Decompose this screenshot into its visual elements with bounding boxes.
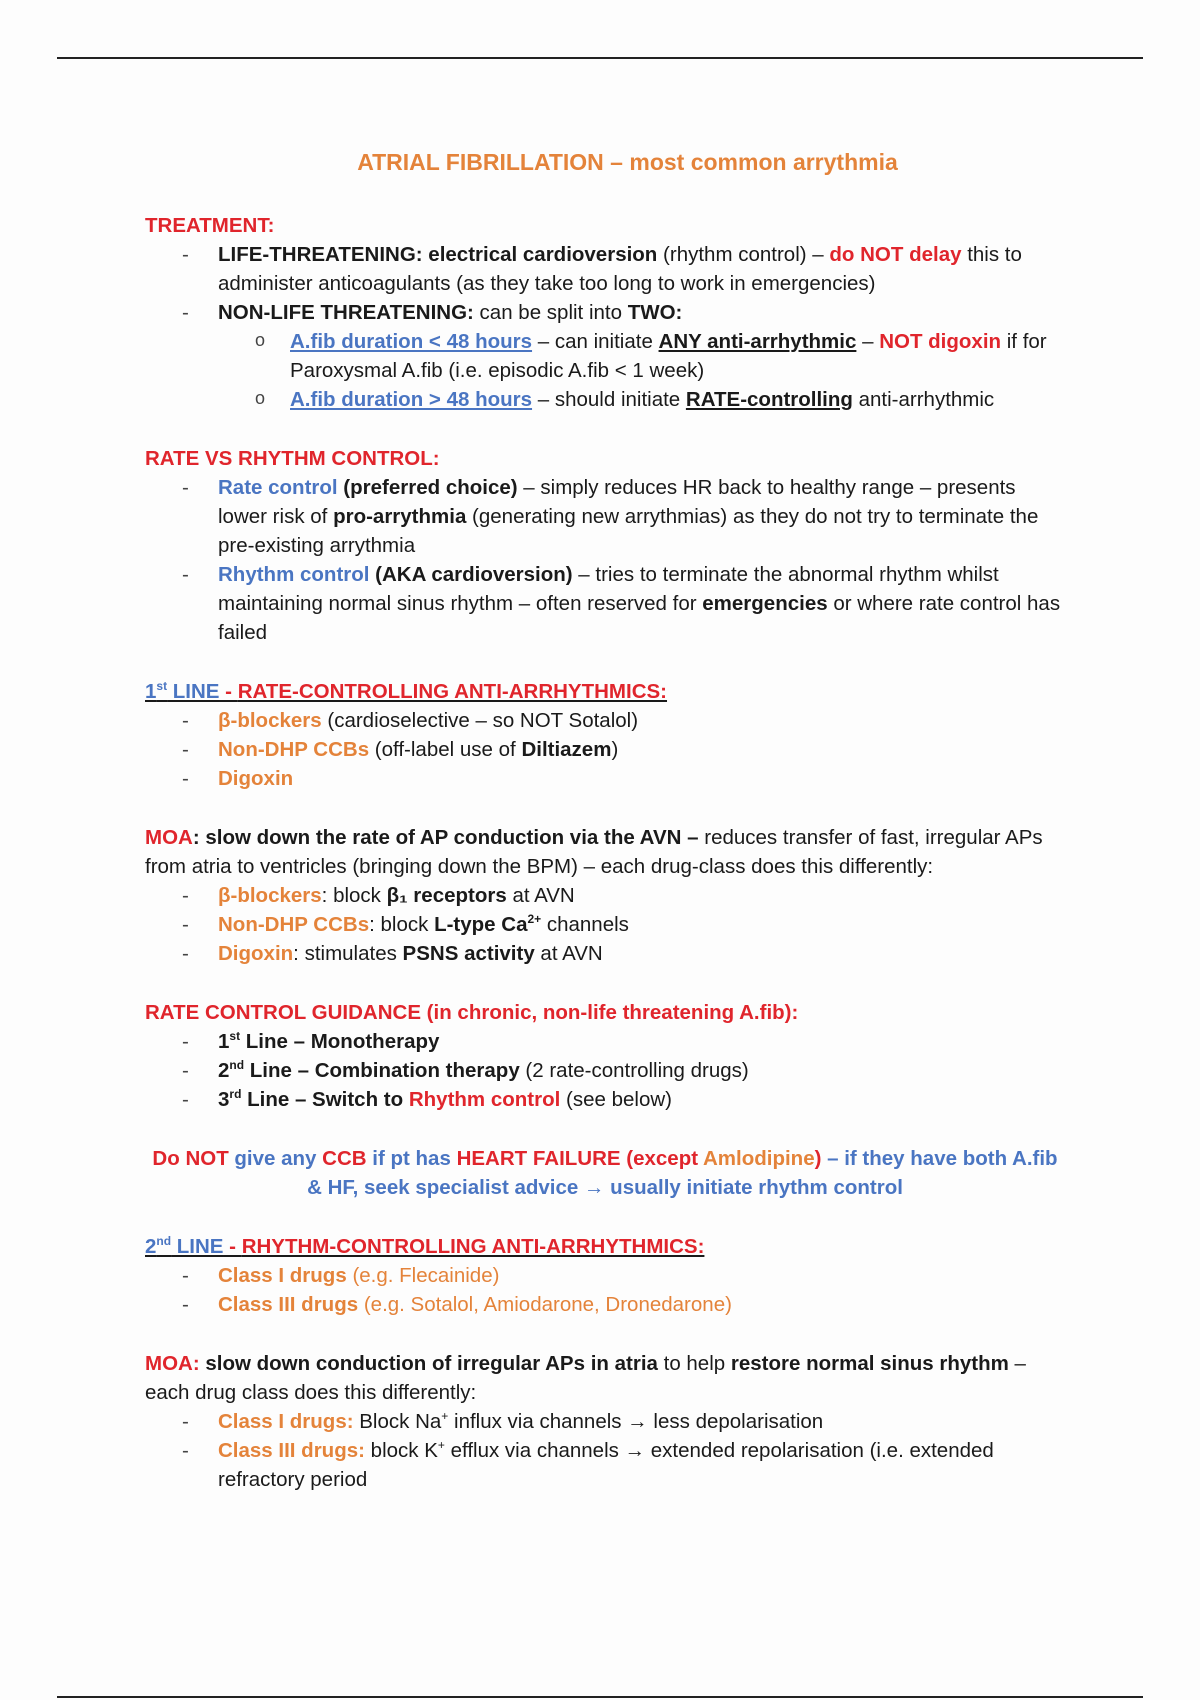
list-item: - NON-LIFE THREATENING: can be split into TWO: bbox=[145, 298, 1065, 327]
list-item: - β-blockers: block β₁ receptors at AVN bbox=[145, 881, 1065, 910]
list-item: - Non-DHP CCBs (off-label use of Diltiazem) bbox=[145, 735, 1065, 764]
list-item: - Digoxin: stimulates PSNS activity at AVN bbox=[145, 939, 1065, 968]
list-item: - Non-DHP CCBs: block L-type $Ca^{2+}$ channels bbox=[145, 910, 1065, 939]
list-item: - Digoxin bbox=[145, 764, 1065, 793]
treatment-heading: TREATMENT: bbox=[145, 214, 275, 237]
moa-rhythm-list bbox=[145, 1407, 1065, 1494]
list-item: - Rate control (preferred choice) – simply reduces HR back to healthy range – presents lower risk of pro-arrythmia (generating new arrythmias) as they do not try to terminate the pre-existing arrythmia bbox=[145, 473, 1065, 560]
guidance-heading: RATE CONTROL GUIDANCE (in chronic, non-life threatening A.fib): bbox=[145, 1001, 799, 1024]
sub-list-item: o A.fib duration > 48 hours – should initiate RATE-controlling anti-arrhythmic bbox=[145, 385, 1065, 414]
rate-vs-rhythm-section bbox=[145, 444, 1065, 647]
rate-vs-rhythm-list bbox=[145, 473, 1065, 647]
list-item: - 2nd Line – Combination therapy (2 rate-controlling drugs) bbox=[145, 1056, 1065, 1085]
page-title: ATRIAL FIBRILLATION – most common arrythmia bbox=[357, 149, 898, 175]
moa-rate-list bbox=[145, 881, 1065, 968]
treatment-list bbox=[145, 240, 1065, 414]
list-item: - 3rd Line – Switch to Rhythm control (see below) bbox=[145, 1085, 1065, 1114]
first-line-section bbox=[145, 677, 1065, 793]
first-line-list bbox=[145, 706, 1065, 793]
bottom-rule bbox=[57, 1696, 1143, 1698]
first-line-heading: 1st LINE - RATE-CONTROLLING ANTI-ARRHYTHMICS: bbox=[145, 679, 668, 703]
moa-rate-section bbox=[145, 823, 1065, 968]
heart-failure-warning: Do NOT give any CCB if pt has HEART FAILURE (except Amlodipine) – if they have both A.fib & HF, seek specialist advice → usually initiate rhythm control bbox=[152, 1147, 1058, 1199]
guidance-list bbox=[145, 1027, 1065, 1114]
moa-rhythm-section bbox=[145, 1349, 1065, 1494]
second-line-section bbox=[145, 1232, 1065, 1319]
moa-rate-paragraph: MOA: slow down the rate of AP conduction via the AVN – reduces transfer of fast, irregular APs from atria to ventricles (bringing down the BPM) – each drug-class does this differently: bbox=[145, 826, 1043, 878]
treatment-section bbox=[145, 211, 1065, 414]
moa-rhythm-paragraph: MOA: slow down conduction of irregular APs in atria to help restore normal sinus rhythm – each drug class does this differently: bbox=[145, 1352, 1026, 1404]
sub-list-item: o A.fib duration < 48 hours – can initiate ANY anti-arrhythmic – NOT digoxin if for Paroxysmal A.fib (i.e. episodic A.fib < 1 week) bbox=[145, 327, 1065, 385]
second-line-list bbox=[145, 1261, 1065, 1319]
top-rule bbox=[57, 57, 1143, 59]
guidance-section bbox=[145, 998, 1065, 1114]
rate-vs-rhythm-heading: RATE VS RHYTHM CONTROL: bbox=[145, 447, 440, 470]
list-item: - β-blockers (cardioselective – so NOT Sotalol) bbox=[145, 706, 1065, 735]
list-item: - Rhythm control (AKA cardioversion) – tries to terminate the abnormal rhythm whilst maintaining normal sinus rhythm – often reserved for emergencies or where rate control has failed bbox=[145, 560, 1065, 647]
document-page bbox=[145, 140, 1065, 1524]
list-item: - Class III drugs (e.g. Sotalol, Amiodarone, Dronedarone) bbox=[145, 1290, 1065, 1319]
list-item: - 1st Line – Monotherapy bbox=[145, 1027, 1065, 1056]
second-line-heading: 2nd LINE - RHYTHM-CONTROLLING ANTI-ARRHYTHMICS: bbox=[145, 1234, 705, 1258]
list-item: - LIFE-THREATENING: electrical cardioversion (rhythm control) – do NOT delay this to administer anticoagulants (as they take too long to work in emergencies) bbox=[145, 240, 1065, 298]
list-item: - Class I drugs (e.g. Flecainide) bbox=[145, 1261, 1065, 1290]
list-item: - Class I drugs: Block Na+ influx via channels → less depolarisation bbox=[145, 1407, 1065, 1436]
list-item: - Class III drugs: block K+ efflux via channels → extended repolarisation (i.e. extended refractory period bbox=[145, 1436, 1065, 1494]
